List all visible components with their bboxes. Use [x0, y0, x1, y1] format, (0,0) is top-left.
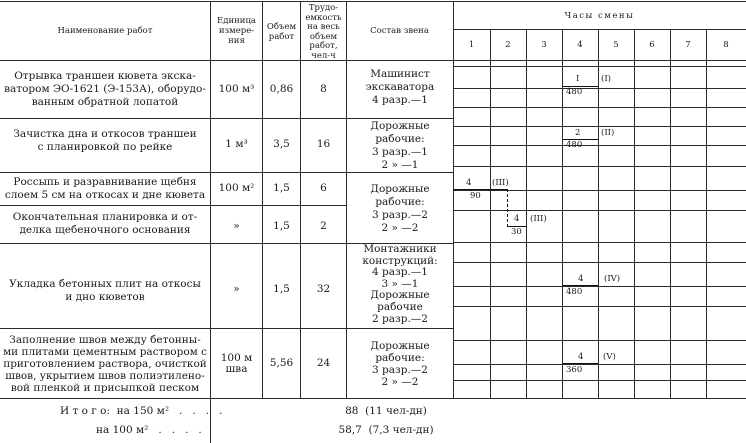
row-4-bar-minutes: 30 [511, 227, 522, 237]
hour-label: 1 [468, 40, 475, 50]
row-1-labor: 8 [320, 83, 327, 95]
hour-label: 2 [505, 40, 511, 50]
row-3-unit: 100 м² [218, 182, 255, 194]
total-value-150: 88 (11 чел-дн) [345, 405, 427, 417]
row-1-volume: 0,86 [269, 83, 294, 95]
grid-line [453, 210, 746, 211]
row-rule [0, 328, 346, 329]
row-4-labor: 2 [320, 220, 327, 232]
header-shift-hours: Часы смены [564, 11, 635, 21]
row-2-unit: 1 м³ [225, 138, 248, 150]
row-rule [346, 118, 453, 119]
row-6-labor: 24 [316, 357, 331, 369]
col-divider [262, 1, 263, 399]
row-3-bar-minutes: 90 [470, 191, 481, 201]
row-rule [346, 172, 453, 173]
header-labor: Трудо- емкость на весь объем работ, чел-ч [305, 3, 342, 61]
row-3-name: Россыпь и разравнивание щебня слоем 5 см на откосах и дне кювета [4, 176, 206, 201]
row-3-bar-note: (III) [492, 178, 509, 188]
header-volume: Объем работ [266, 22, 297, 42]
row-4-volume: 1,5 [273, 220, 290, 232]
grid-line [453, 126, 746, 127]
row-6-unit: 100 м шва [220, 352, 253, 375]
sequence-link-dashed [507, 189, 508, 227]
grid-line [453, 166, 746, 167]
grid-line [453, 306, 746, 307]
header-unit: Единица измере- ния [217, 16, 256, 46]
grid-line [453, 380, 746, 381]
row-1-name: Отрывка траншеи кювета экска- ватором ЭО-1621 (Э-153А), оборудо- ванным обратной лопатой [4, 70, 206, 108]
row-6-volume: 5,56 [269, 357, 294, 369]
grid-line [453, 107, 746, 108]
row-1-unit: 100 м³ [218, 83, 255, 95]
grid-line [453, 145, 746, 146]
grid-line [453, 364, 746, 365]
row-5-unit: » [233, 283, 240, 295]
row-rule [0, 172, 346, 173]
row-3-bar-workers: 4 [466, 178, 472, 188]
header-crew: Состав звена [370, 26, 429, 36]
row-6-bar-note: (V) [603, 352, 616, 362]
hour-divider [706, 29, 707, 398]
row-rule [0, 243, 346, 244]
hour-label: 5 [613, 40, 619, 50]
row-6-crew: Дорожные рабочие: 3 разр.—2 2 » —2 [370, 340, 430, 388]
total-label-100: на 100 м² . . . . [96, 424, 202, 436]
hour-label: 6 [649, 40, 655, 50]
row-2-name: Зачистка дна и откосов траншеи с планировкой по рейке [13, 128, 197, 153]
row-5-bar-minutes: 480 [566, 287, 583, 297]
row-3-volume: 1,5 [273, 182, 290, 194]
row-1-crew: Машинист экскаватора 4 разр.—1 [365, 68, 435, 106]
grid-line [453, 66, 746, 67]
grid-line [453, 340, 746, 341]
row-2-bar-workers: 2 [575, 128, 581, 138]
rule-hours-sub [453, 29, 746, 30]
row-5-bar-note: (IV) [604, 274, 621, 284]
row-2-bar-minutes: 480 [566, 140, 583, 150]
hour-label: 8 [723, 40, 729, 50]
grid-line [453, 242, 746, 243]
row-6-bar-minutes: 360 [566, 365, 583, 375]
row-2-volume: 3,5 [273, 138, 290, 150]
hour-label: 3 [541, 40, 547, 50]
hour-divider [562, 29, 563, 398]
row-1-bar-workers: I [576, 74, 580, 84]
row-1-bar-note: (I) [601, 74, 611, 84]
hour-divider [526, 29, 527, 398]
hour-divider [598, 29, 599, 398]
row-5-crew: Монтажники конструкций: 4 разр.—1 3 » —1 Дорожные рабочие 2 разр.—2 [362, 243, 438, 325]
grid-line [453, 286, 746, 287]
hour-label: 4 [577, 40, 583, 50]
grid-line [453, 88, 746, 89]
total-value-100: 58,7 (7,3 чел-дн) [338, 424, 434, 436]
row-4-name: Окончательная планировка и от- делка щебеночного основания [12, 211, 198, 236]
row-2-bar-note: (II) [601, 128, 615, 138]
grid-line [453, 262, 746, 263]
row-4-bar-note: (III) [530, 214, 547, 224]
row-5-volume: 1,5 [273, 283, 290, 295]
row-5-bar-workers: 4 [578, 274, 584, 284]
row-2-labor: 16 [316, 138, 331, 150]
rule-top [0, 1, 746, 2]
rows-3-4-crew: Дорожные рабочие: 3 разр.—2 2 » —2 [370, 183, 430, 234]
row-rule [0, 205, 346, 206]
total-label-150: И т о г о: на 150 м² . . . . [60, 405, 223, 417]
hour-label: 7 [685, 40, 691, 50]
row-1-bar-minutes: 480 [566, 87, 583, 97]
row-4-bar-workers: 4 [514, 214, 520, 224]
row-3-labor: 6 [320, 182, 327, 194]
row-6-name: Заполнение швов между бетонны- ми плитами цементным раствором с приготовлением раствора, очисткой швов, укрытием швов полиэтилено- вой пленкой и присыпкой песком [2, 334, 208, 394]
row-5-name: Укладка бетонных плит на откосы и дно кюветов [9, 278, 201, 303]
row-rule [0, 118, 346, 119]
rule-body-bottom [0, 398, 746, 399]
header-name: Наименование работ [57, 26, 153, 36]
hour-divider [490, 29, 491, 398]
row-rule [346, 328, 453, 329]
row-4-unit: » [233, 220, 240, 232]
row-6-bar-workers: 4 [578, 352, 584, 362]
hour-divider [634, 29, 635, 398]
hour-divider [670, 29, 671, 398]
row-2-crew: Дорожные рабочие: 3 разр.—1 2 » —1 [370, 120, 430, 171]
row-5-labor: 32 [316, 283, 331, 295]
